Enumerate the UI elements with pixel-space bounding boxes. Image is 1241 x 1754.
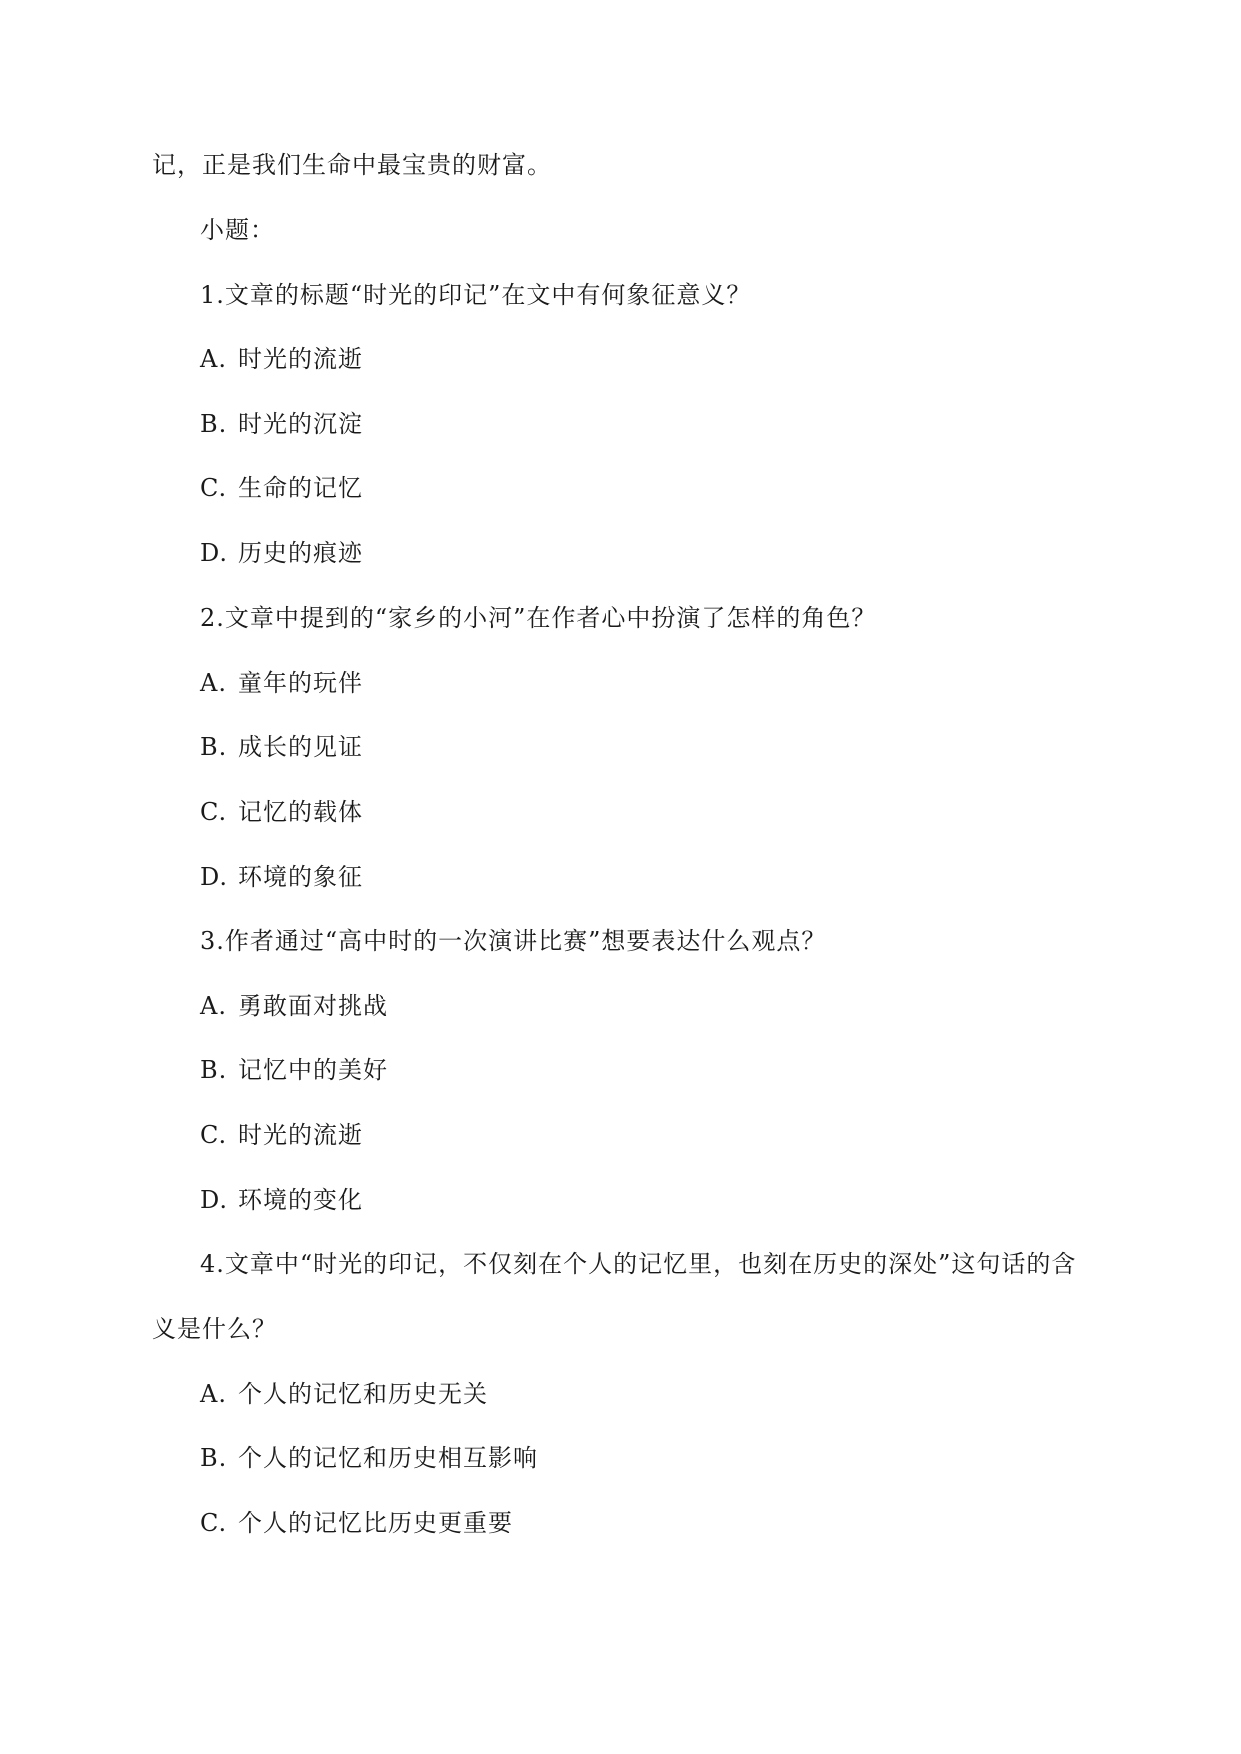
question-2-option-b: [200, 731, 363, 763]
option-text: 时光的流逝: [238, 1121, 363, 1149]
option-text: 时光的沉淀: [238, 410, 363, 438]
option-letter: D.: [200, 539, 229, 567]
option-text: 时光的流逝: [238, 345, 363, 373]
question-3-stem: 3.作者通过“高中时的一次演讲比赛”想要表达什么观点？: [200, 927, 827, 955]
question-1-option-d: [200, 537, 363, 569]
question-4-option-c: [200, 1507, 513, 1539]
option-letter: B.: [200, 733, 228, 761]
question-4-option-a: [200, 1378, 488, 1410]
option-letter: C.: [200, 474, 228, 502]
option-letter: B.: [200, 1056, 228, 1084]
question-1-option-a: [200, 343, 363, 375]
question-2-option-a: [200, 667, 363, 699]
option-text: 生命的记忆: [238, 474, 363, 502]
option-letter: D.: [200, 1186, 229, 1214]
option-letter: D.: [200, 863, 229, 891]
option-letter: C.: [200, 1121, 228, 1149]
question-3-option-d: [200, 1184, 363, 1216]
question-2-option-d: [200, 861, 363, 893]
option-text: 记忆的载体: [238, 798, 363, 826]
option-letter: C.: [200, 1509, 228, 1537]
option-letter: A.: [200, 669, 227, 697]
option-text: 童年的玩伴: [238, 669, 363, 697]
option-letter: C.: [200, 798, 228, 826]
option-text: 环境的象征: [238, 863, 363, 891]
option-text: 个人的记忆和历史相互影响: [238, 1444, 538, 1472]
question-4-option-b: [200, 1442, 538, 1474]
option-text: 个人的记忆比历史更重要: [238, 1509, 513, 1537]
question-1-option-c: [200, 472, 363, 504]
option-text: 历史的痕迹: [238, 539, 363, 567]
option-letter: A.: [200, 345, 227, 373]
question-2-option-c: [200, 796, 363, 828]
option-letter: A.: [200, 992, 227, 1020]
question-4-stem-continued: 义是什么？: [152, 1315, 277, 1343]
option-text: 勇敢面对挑战: [238, 992, 388, 1020]
question-3-option-c: [200, 1119, 363, 1151]
option-text: 个人的记忆和历史无关: [238, 1380, 488, 1408]
option-text: 环境的变化: [238, 1186, 363, 1214]
question-2-stem: 2.文章中提到的“家乡的小河”在作者心中扮演了怎样的角色？: [200, 604, 877, 632]
option-text: 成长的见证: [238, 733, 363, 761]
intro-tail-text: 记，正是我们生命中最宝贵的财富。: [152, 151, 552, 179]
option-letter: B.: [200, 1444, 228, 1472]
question-1-option-b: [200, 408, 363, 440]
option-text: 记忆中的美好: [238, 1056, 388, 1084]
section-label: 小题：: [200, 216, 275, 244]
option-letter: B.: [200, 410, 228, 438]
option-letter: A.: [200, 1380, 227, 1408]
question-1-stem: 1.文章的标题“时光的印记”在文中有何象征意义？: [200, 281, 752, 309]
question-4-stem: 4.文章中“时光的印记，不仅刻在个人的记忆里，也刻在历史的深处”这句话的含: [200, 1250, 1077, 1278]
question-3-option-a: [200, 990, 388, 1022]
question-3-option-b: [200, 1054, 388, 1086]
